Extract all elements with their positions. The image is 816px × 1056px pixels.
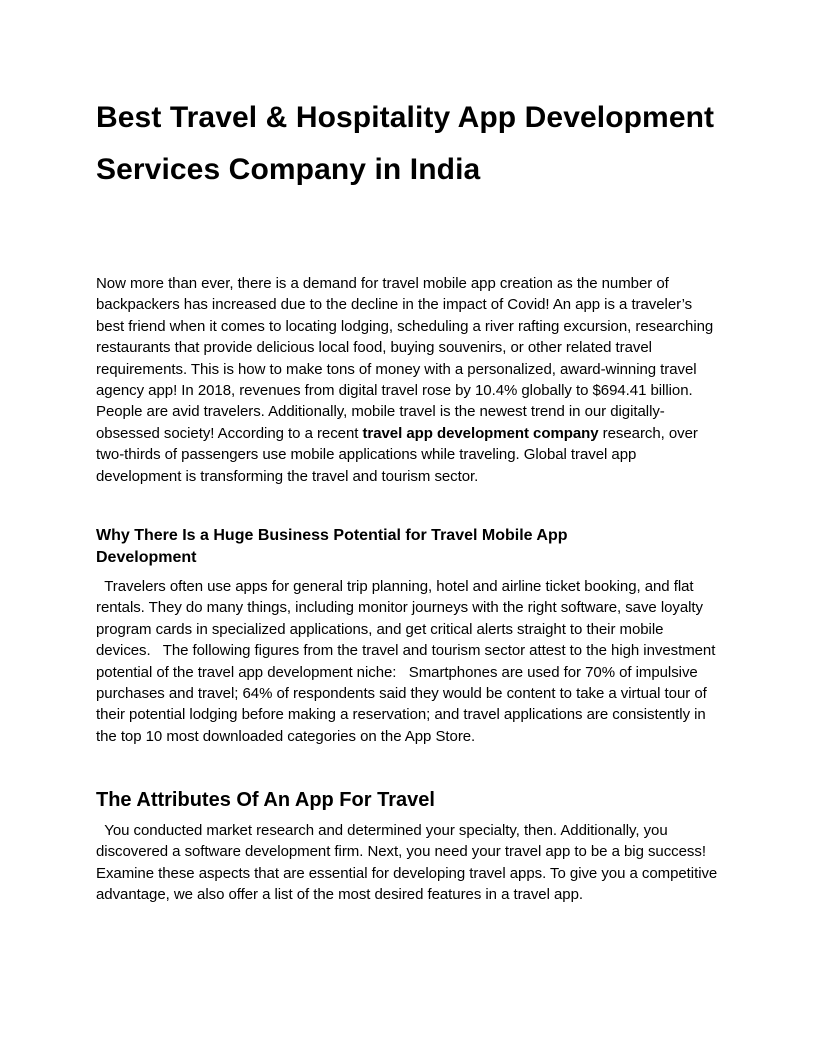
- business-potential-paragraph: Travelers often use apps for general trip planning, hotel and airline ticket booking, and flat rentals. They do many things, including monitor journeys with the right software, save loyalty program cards in specialized applications, and get critical alerts straight to their mobile devices. The following figures from the travel and tourism sector attest to the high investment potential of the travel app development niche: Smartphones are used for 70% of impulsive purchases and travel; 64% of respondents said they would be content to take a virtual tour of their potential lodging before making a reservation; and travel applications are consistently in the top 10 most downloaded categories on the App Store.: [96, 578, 720, 745]
- travel-app-company-link[interactable]: travel app development company: [362, 424, 599, 442]
- business-potential-heading: Why There Is a Huge Business Potential for Travel Mobile App Development: [96, 527, 568, 566]
- intro-text-end: research, over two-thirds of passengers use mobile applications while traveling. Global travel app development is transforming the travel and tourism sector.: [96, 424, 698, 485]
- attributes-paragraph: You conducted market research and determined your specialty, then. Additionally, you discovered a software development firm. Next, you need your travel app to be a big success! Examine these aspects that are essential for developing travel apps. To give you a competitive advantage, we also offer a list of the most desired features in a travel app.: [96, 822, 722, 904]
- intro-text-start: Now more than ever, there is a demand for travel mobile app creation as the number of backpackers has increased due to the decline in the impact of Covid! An app is a traveler’s best friend when it comes to locating lodging, scheduling a river rafting excursion, researching restaurants that provide delicious local food, buying souvenirs, or other related travel requirements. This is how to make tons of money with a personalized, award-winning travel agency app! In 2018, revenues from digital travel rose by 10.4% globally to $694.41 billion. People are avid travelers. Additionally, mobile travel is the newest trend in our digitally-obsessed society! According to a recent: [96, 275, 714, 442]
- attributes-heading: The Attributes Of An App For Travel: [96, 789, 435, 811]
- page-title: Best Travel & Hospitality App Development Services Company in India: [96, 101, 715, 186]
- intro-paragraph: [96, 273, 720, 487]
